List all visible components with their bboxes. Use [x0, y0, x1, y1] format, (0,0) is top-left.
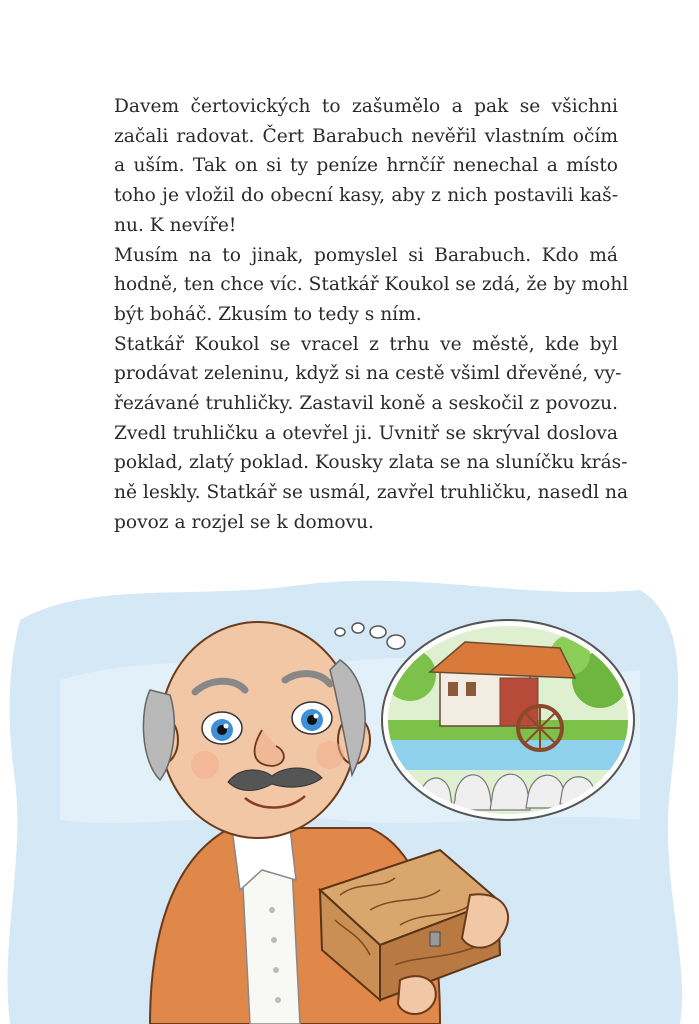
text-line: Davem čertovických to zašumělo a pak se všichni	[114, 96, 618, 117]
text-line: toho je vložil do obecní kasy, aby z nich postavili kaš-	[114, 185, 618, 207]
paragraph-2	[88, 241, 629, 330]
paragraph-1	[88, 92, 618, 241]
text-line: poklad, zlatý poklad. Kousky zlata se na sluníčku krás-	[114, 452, 628, 474]
illustration-farmer-with-treasure-box	[0, 560, 699, 1024]
text-line: řezávané truhličky. Zastavil koně a seskočil z povozu.	[114, 393, 618, 415]
text-line: Statkář Koukol se vracel z trhu ve městě, kde byl	[114, 333, 618, 355]
text-line: nu. K nevíře!	[114, 214, 237, 236]
paragraph-3	[88, 330, 629, 538]
story-text	[88, 92, 629, 538]
illustration-svg	[0, 560, 699, 1024]
text-line: ně leskly. Statkář se usmál, zavřel truhličku, nasedl na	[114, 482, 629, 504]
text-line: být boháč. Zkusím to tedy s ním.	[114, 303, 422, 325]
text-line: Musím na to jinak, pomyslel si Barabuch. Kdo má	[114, 244, 618, 266]
text-line: hodně, ten chce víc. Statkář Koukol se zdá, že by mohl	[114, 274, 629, 296]
text-line: prodávat zeleninu, když si na cestě všiml dřevěné, vy-	[114, 363, 622, 385]
text-line: povoz a rozjel se k domovu.	[114, 511, 374, 533]
text-line: Zvedl truhličku a otevřel ji. Uvnitř se skrýval doslova	[114, 422, 618, 444]
text-line: a uším. Tak on si ty peníze hrnčíř nenechal a místo	[114, 155, 618, 177]
text-line: začali radovat. Čert Barabuch nevěřil vlastním očím	[114, 125, 618, 147]
